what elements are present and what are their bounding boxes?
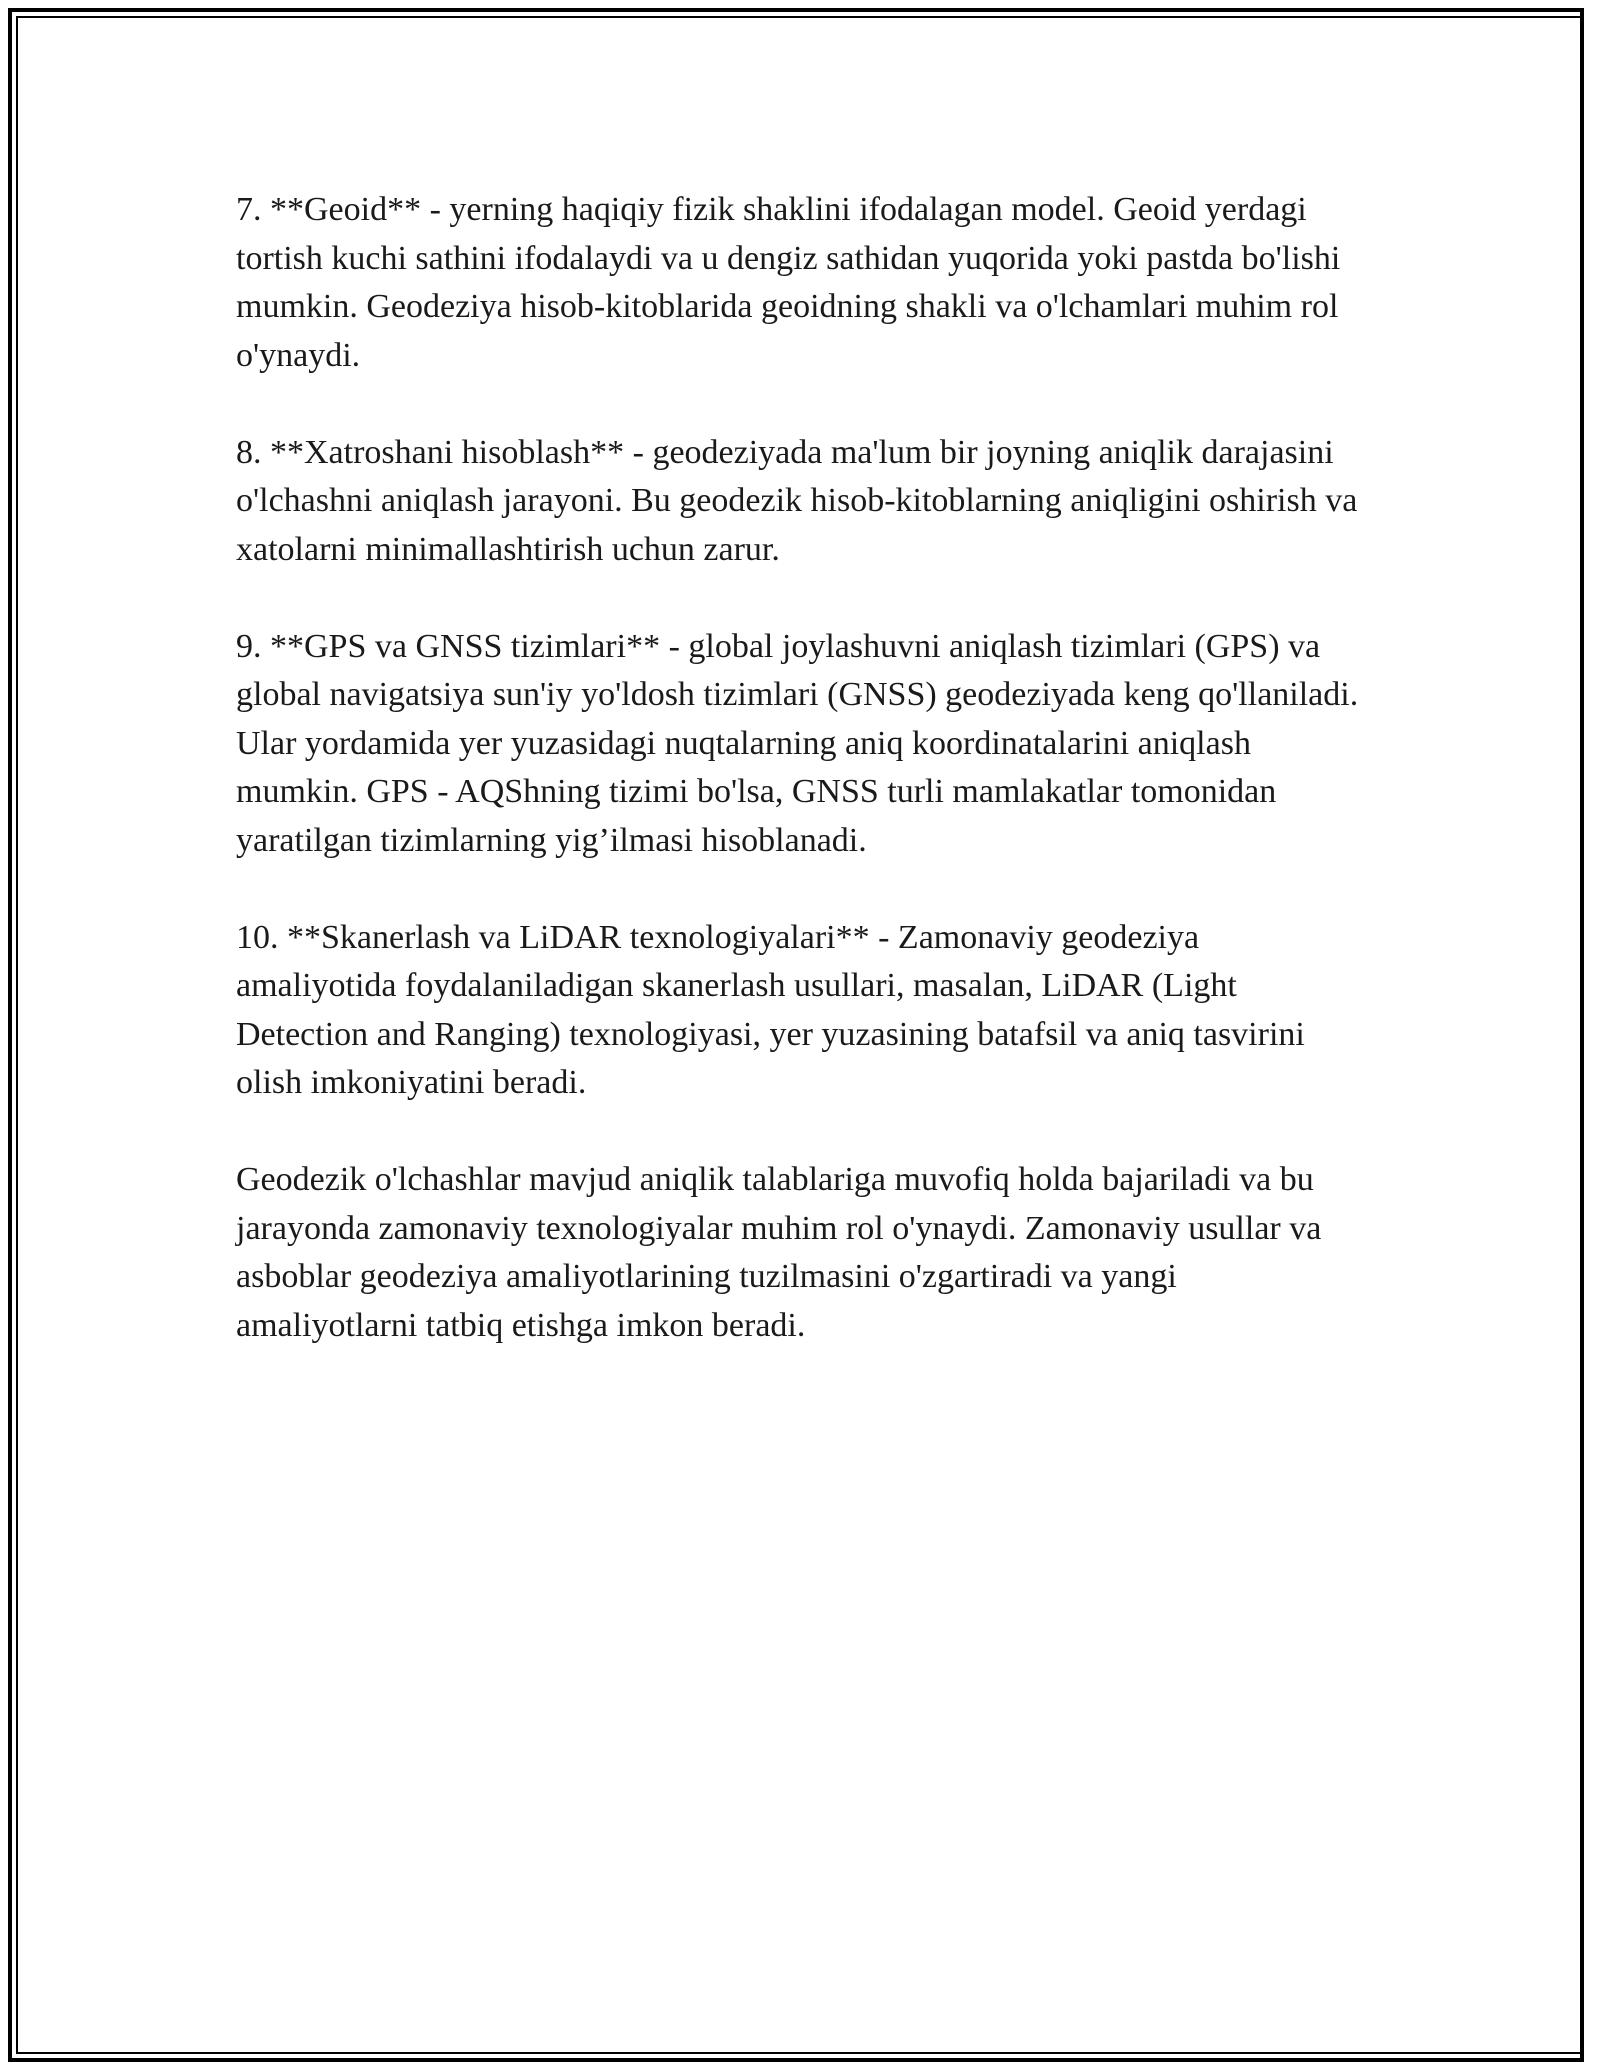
document-body bbox=[236, 186, 1366, 1399]
paragraph-geoid: 7. **Geoid** - yerning haqiqiy fizik shaklini ifodalagan model. Geoid yerdagi tortish kuchi sathini ifodalaydi va u dengiz sathidan yuqorida yoki pastda bo'lishi mumkin. Geodeziya hisob-kitoblarida geoidning shakli va o'lchamlari muhim rol o'ynaydi. bbox=[236, 191, 1341, 374]
paragraph-lidar: 10. **Skanerlash va LiDAR texnologiyalari** - Zamonaviy geodeziya amaliyotida foydalaniladigan skanerlash usullari, masalan, LiDAR (Light Detection and Ranging) texnologiyasi, yer yuzasining batafsil va aniq tasvirini olish imkoniyatini beradi. bbox=[236, 918, 1305, 1101]
paragraph-conclusion: Geodezik o'lchashlar mavjud aniqlik talablariga muvofiq holda bajariladi va bu jarayonda zamonaviy texnologiyalar muhim rol o'ynaydi. Zamonaviy usullar va asboblar geodeziya amaliyotlarining tuzilmasini o'zgartiradi va yangi amaliyotlarni tatbiq etishga imkon beradi. bbox=[236, 1161, 1322, 1344]
paragraph-xatroshani-hisoblash: 8. **Xatroshani hisoblash** - geodeziyada ma'lum bir joyning aniqlik darajasini o'lchashni aniqlash jarayoni. Bu geodezik hisob-kitoblarning aniqligini oshirish va xatolarni minimallashtirish uchun zarur. bbox=[236, 433, 1358, 568]
paragraph-gps-gnss: 9. **GPS va GNSS tizimlari** - global joylashuvni aniqlash tizimlari (GPS) va global navigatsiya sun'iy yo'ldosh tizimlari (GNSS) geodeziyada keng qo'llaniladi. Ular yordamida yer yuzasidagi nuqtalarning aniq koordinatalarini aniqlash mumkin. GPS - AQShning tizimi bo'lsa, GNSS turli mamlakatlar tomonidan yaratilgan tizimlarning yig’ilmasi hisoblanadi. bbox=[236, 627, 1359, 859]
